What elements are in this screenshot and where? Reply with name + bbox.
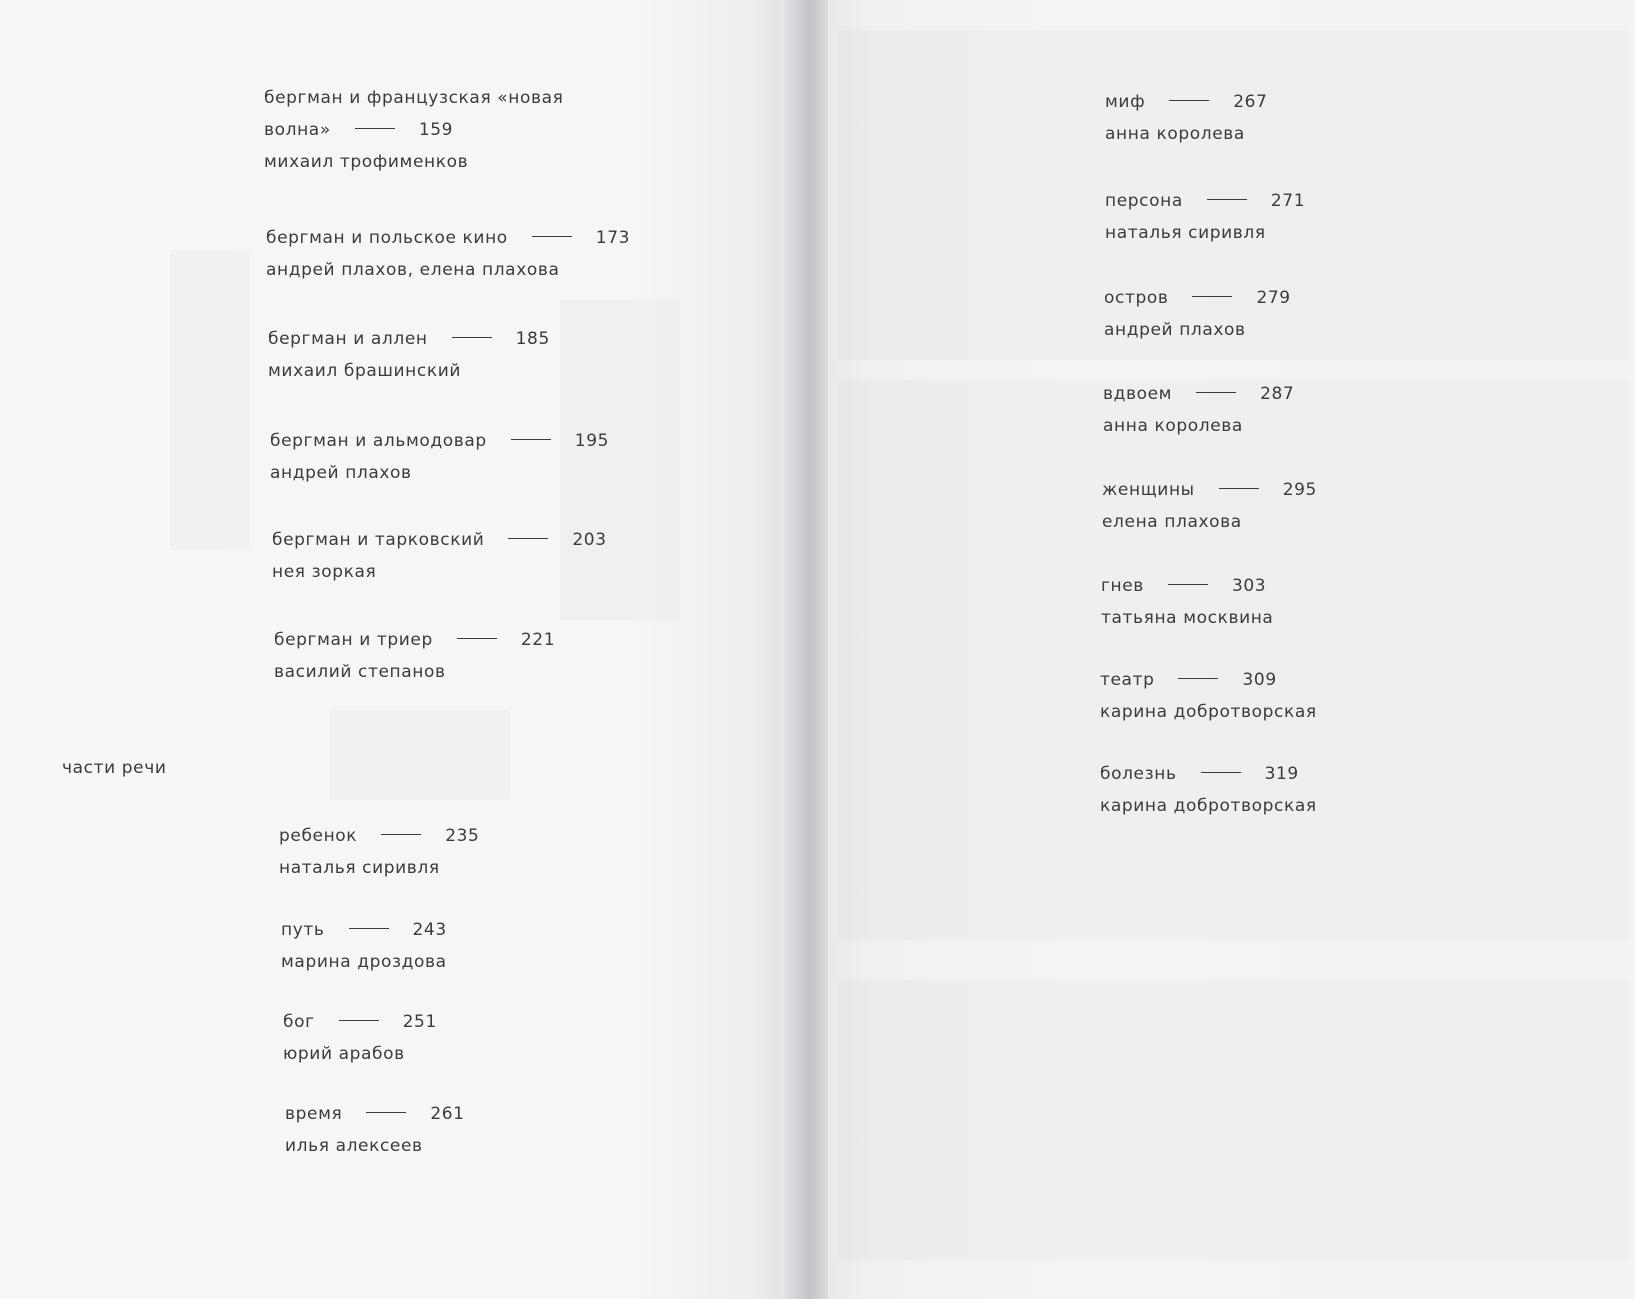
toc-entry[interactable] [285,1098,465,1162]
toc-author: анна королева [1103,416,1243,436]
toc-entry[interactable] [1105,185,1305,249]
dash-separator [1207,199,1247,200]
dash-separator [1219,488,1259,489]
toc-page-number: 159 [418,120,454,140]
toc-author: михаил брашинский [268,361,461,381]
toc-page-number: 195 [574,431,610,451]
toc-page-number: 235 [445,826,480,846]
toc-entry-title-line: миф 267 [1105,92,1268,112]
toc-author: василий степанов [274,662,446,682]
dash-separator [1196,392,1236,393]
dash-separator [508,538,548,539]
toc-entry-title-line: персона 271 [1105,191,1306,211]
toc-page-number: 295 [1282,480,1317,500]
toc-entry[interactable] [1105,86,1267,150]
toc-page-number: 303 [1231,576,1267,596]
toc-author: карина добротворская [1100,796,1317,816]
toc-author: михаил трофименков [264,152,469,172]
toc-entry[interactable] [1101,570,1273,634]
toc-entry[interactable] [1104,282,1291,346]
toc-page-number: 221 [520,630,556,650]
toc-entry-title-line: вдвоем 287 [1103,384,1295,404]
toc-author: анна королева [1105,124,1245,144]
toc-entry[interactable] [1100,664,1317,728]
dash-separator [355,128,395,129]
dash-separator [1169,100,1209,101]
toc-author: нея зоркая [272,562,377,582]
toc-entry-title-line: театр 309 [1100,670,1277,690]
toc-page-number: 271 [1270,191,1306,211]
dash-separator [532,236,572,237]
toc-entry-title-line: путь 243 [281,920,447,940]
toc-entry[interactable] [272,524,607,588]
toc-author: илья алексеев [285,1136,423,1156]
toc-author: андрей плахов, елена плахова [266,260,560,280]
toc-page-number: 203 [572,530,607,550]
toc-page-number: 185 [515,329,550,349]
show-through-block [838,980,1628,1260]
toc-entry-title-line: женщины 295 [1102,480,1317,500]
dash-separator [349,928,389,929]
toc-entry-title-line: ребенок 235 [279,826,480,846]
toc-author: наталья сиривля [1105,223,1266,243]
toc-page-number: 261 [430,1104,465,1124]
toc-page-number: 243 [412,920,447,940]
toc-entry-title-continued: волна» 159 [264,120,454,140]
dash-separator [1201,772,1241,773]
toc-entry-title-line: бергман и триер 221 [274,630,556,650]
section-heading: части речи [62,758,167,778]
dash-separator [366,1112,406,1113]
toc-author: андрей плахов [270,463,412,483]
toc-entry-title-line: гнев 303 [1101,576,1267,596]
toc-page-number: 267 [1233,92,1268,112]
toc-entry[interactable] [1103,378,1294,442]
toc-entry-title-line: бог 251 [283,1012,437,1032]
toc-page-number: 251 [402,1012,437,1032]
dash-separator [381,834,421,835]
show-through-block [330,710,510,800]
show-through-block [838,380,1628,940]
toc-author: андрей плахов [1104,320,1246,340]
toc-page-number: 287 [1260,384,1295,404]
toc-entry-title: бергман и французская «новая [264,88,564,108]
toc-author: карина добротворская [1100,702,1317,722]
toc-page-number: 173 [595,228,631,248]
toc-author: марина дроздова [281,952,447,972]
toc-page-number: 319 [1264,764,1299,784]
toc-author: татьяна москвина [1101,608,1274,628]
toc-entry[interactable] [283,1006,437,1070]
toc-entry[interactable] [281,914,447,978]
toc-author: наталья сиривля [279,858,440,878]
dash-separator [457,638,497,639]
dash-separator [1178,678,1218,679]
dash-separator [339,1020,379,1021]
toc-entry-title-line: время 261 [285,1104,465,1124]
toc-entry-title-line: бергман и польское кино 173 [266,228,631,248]
show-through-block [170,250,250,550]
toc-entry-title-line: бергман и альмодовар 195 [270,431,610,451]
left-page [0,0,790,1299]
toc-author: юрий арабов [283,1044,405,1064]
toc-entry[interactable] [274,624,555,688]
toc-entry[interactable] [264,82,563,178]
toc-entry[interactable] [268,323,550,387]
toc-author: елена плахова [1102,512,1242,532]
right-page [828,0,1635,1299]
toc-entry-title-line: бергман и аллен 185 [268,329,550,349]
dash-separator [511,439,551,440]
toc-entry[interactable] [1100,758,1317,822]
dash-separator [1192,296,1232,297]
toc-entry-title-line: болезнь 319 [1100,764,1299,784]
toc-entry[interactable] [266,222,630,286]
toc-entry-title-line: остров 279 [1104,288,1291,308]
toc-entry-title-line: бергман и тарковский 203 [272,530,607,550]
toc-page-number: 279 [1256,288,1291,308]
toc-entry[interactable] [270,425,609,489]
toc-page-number: 309 [1242,670,1277,690]
toc-entry[interactable] [1102,474,1317,538]
dash-separator [452,337,492,338]
dash-separator [1168,584,1208,585]
toc-entry[interactable] [279,820,479,884]
